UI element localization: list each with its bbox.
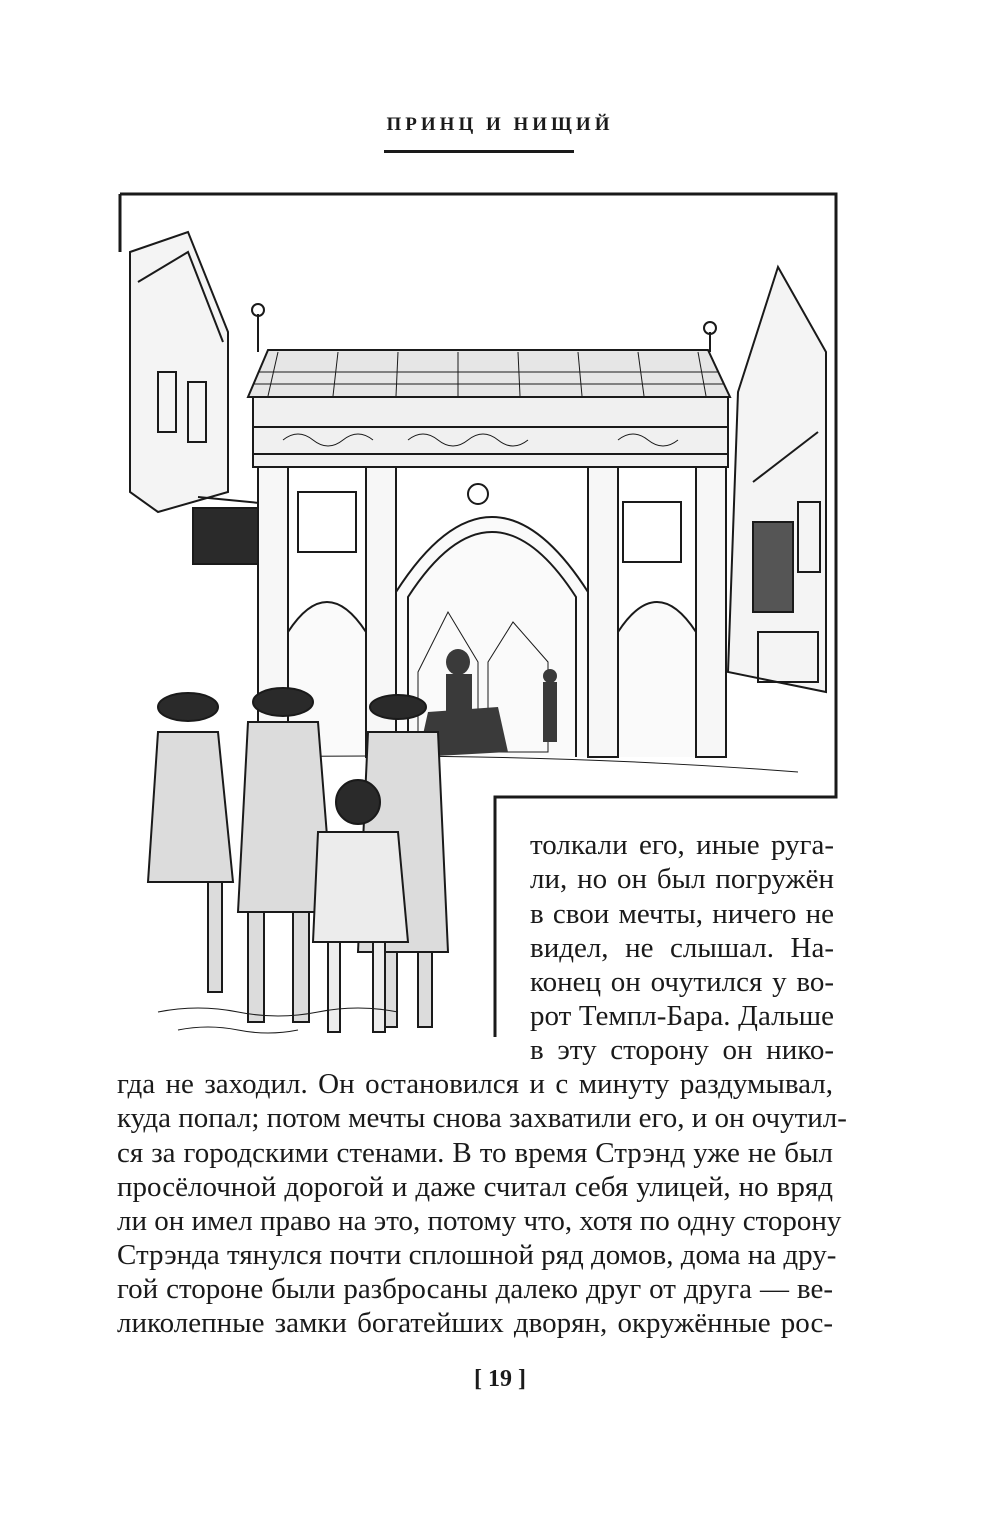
body-text-line: рот Темпл-Бара. Дальше bbox=[530, 1000, 834, 1032]
body-text-line: толкали его, иные руга- bbox=[530, 829, 834, 861]
body-text-line: ликолепные замки богатейших дворян, окружённые рос- bbox=[117, 1307, 833, 1339]
body-text-line: гда не заходил. Он остановился и с минуту раздумывал, bbox=[117, 1068, 833, 1100]
body-text-line: Стрэнда тянулся почти сплошной ряд домов, дома на дру- bbox=[117, 1239, 837, 1271]
body-text-line: ли, но он был погружён bbox=[530, 863, 834, 895]
body-text-line: конец он очутился у во- bbox=[530, 966, 834, 998]
header-rule bbox=[384, 150, 574, 153]
body-text-line: гой стороне были разбросаны далеко друг от друга — ве- bbox=[117, 1273, 833, 1305]
body-text-line: ся за городскими стенами. В то время Стрэнд уже не был bbox=[117, 1137, 833, 1169]
page-number: [ 19 ] bbox=[474, 1366, 526, 1392]
body-text-line: в эту сторону он нико- bbox=[530, 1034, 834, 1066]
running-title: ПРИНЦ И НИЩИЙ bbox=[386, 114, 614, 135]
body-text-line: ли он имел право на это, потому что, хотя по одну сторону bbox=[117, 1205, 842, 1237]
body-text-line: просёлочной дорогой и даже считал себя улицей, но вряд bbox=[117, 1171, 833, 1203]
body-text-line: видел, не слышал. На- bbox=[530, 932, 834, 964]
body-text-line: куда попал; потом мечты снова захватили его, и он очутил- bbox=[117, 1102, 847, 1134]
body-text-line: в свои мечты, ничего не bbox=[530, 898, 834, 930]
